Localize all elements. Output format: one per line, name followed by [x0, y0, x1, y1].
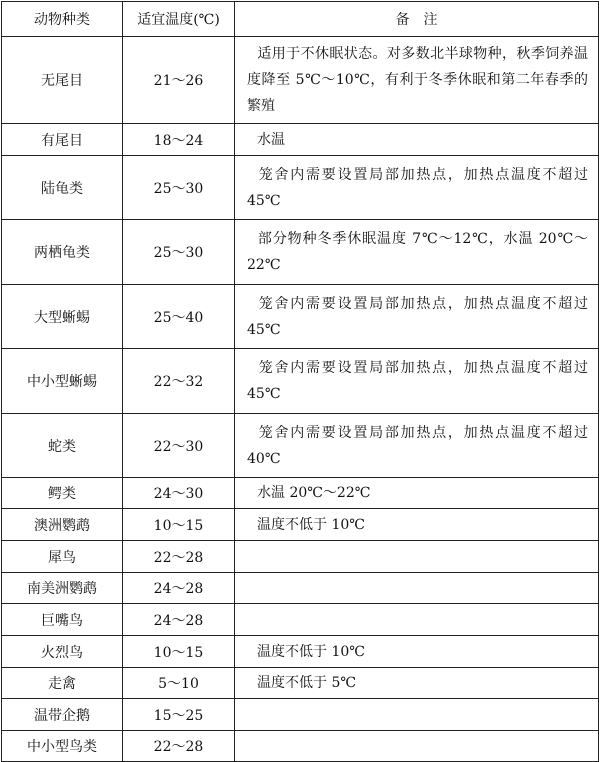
species-cell: 大型蜥蜴 [2, 285, 123, 349]
species-cell: 中小型蜥蜴 [2, 349, 123, 414]
remarks-text: 笼舍内需要设置局部加热点，加热点温度不超过 45℃ [247, 166, 588, 209]
temperature-cell: 24～28 [123, 573, 235, 604]
species-cell: 南美洲鹦鹉 [2, 573, 123, 604]
table-row [2, 478, 599, 509]
species-cell: 澳洲鹦鹉 [2, 509, 123, 541]
remarks-cell [235, 573, 599, 604]
temperature-cell: 5～10 [123, 668, 235, 699]
temperature-cell: 10～15 [123, 636, 235, 668]
temperature-cell: 25～30 [123, 156, 235, 220]
table-row [2, 220, 599, 285]
remarks-text: 温度不低于 5℃ [257, 675, 357, 691]
table-row [2, 37, 599, 124]
table-row [2, 541, 599, 573]
species-cell: 温带企鹅 [2, 699, 123, 731]
temperature-cell: 25～30 [123, 220, 235, 285]
temperature-cell: 22～28 [123, 731, 235, 762]
species-cell: 火烈鸟 [2, 636, 123, 668]
table-row [2, 285, 599, 349]
remarks-cell [235, 124, 599, 156]
remarks-cell [235, 156, 599, 220]
remarks-cell [235, 509, 599, 541]
temperature-cell: 24～30 [123, 478, 235, 509]
temperature-table [1, 1, 599, 762]
remarks-cell [235, 699, 599, 731]
table-row [2, 349, 599, 414]
remarks-text: 笼舍内需要设置局部加热点，加热点温度不超过 45℃ [247, 295, 588, 338]
remarks-text: 水温 20℃～22℃ [257, 485, 371, 501]
header-row [2, 2, 599, 37]
table-row [2, 604, 599, 636]
remarks-cell [235, 285, 599, 349]
table-row [2, 731, 599, 762]
table-row [2, 509, 599, 541]
table-row [2, 636, 599, 668]
temperature-cell: 21～26 [123, 37, 235, 124]
table-row [2, 573, 599, 604]
header-temperature: 适宜温度(℃) [123, 2, 235, 37]
temperature-cell: 24～28 [123, 604, 235, 636]
temperature-cell: 22～30 [123, 414, 235, 478]
temperature-cell: 15～25 [123, 699, 235, 731]
species-cell: 鳄类 [2, 478, 123, 509]
species-cell: 中小型鸟类 [2, 731, 123, 762]
remarks-cell [235, 668, 599, 699]
species-cell: 陆龟类 [2, 156, 123, 220]
remarks-text: 笼舍内需要设置局部加热点，加热点温度不超过 40℃ [247, 424, 588, 467]
species-cell: 巨嘴鸟 [2, 604, 123, 636]
species-cell: 蛇类 [2, 414, 123, 478]
temperature-cell: 22～28 [123, 541, 235, 573]
species-cell: 无尾目 [2, 37, 123, 124]
header-remarks: 备 注 [235, 2, 599, 37]
remarks-cell [235, 604, 599, 636]
remarks-cell [235, 478, 599, 509]
remarks-cell [235, 349, 599, 414]
temperature-cell: 25～40 [123, 285, 235, 349]
remarks-cell [235, 541, 599, 573]
remarks-cell [235, 220, 599, 285]
table-row [2, 156, 599, 220]
remarks-text: 水温 [257, 131, 285, 148]
remarks-cell [235, 414, 599, 478]
remarks-cell [235, 731, 599, 762]
species-cell: 有尾目 [2, 124, 123, 156]
species-cell: 走禽 [2, 668, 123, 699]
species-cell: 两栖龟类 [2, 220, 123, 285]
remarks-text: 部分物种冬季休眠温度 7℃～12℃，水温 20℃～22℃ [247, 231, 588, 273]
temperature-cell: 18～24 [123, 124, 235, 156]
remarks-text: 适用于不休眠状态。对多数北半球物种，秋季饲养温度降至 5℃～10℃，有利于冬季休眠和第二年春季的繁殖 [247, 46, 588, 114]
remarks-text: 温度不低于 10℃ [257, 516, 365, 533]
table-row [2, 668, 599, 699]
table-row [2, 414, 599, 478]
remarks-cell [235, 636, 599, 668]
temperature-cell: 10～15 [123, 509, 235, 541]
species-cell: 犀鸟 [2, 541, 123, 573]
table-row [2, 124, 599, 156]
table-row [2, 699, 599, 731]
remarks-text: 笼舍内需要设置局部加热点，加热点温度不超过 45℃ [247, 360, 588, 402]
temperature-cell: 22～32 [123, 349, 235, 414]
remarks-text: 温度不低于 10℃ [257, 643, 365, 660]
remarks-cell [235, 37, 599, 124]
header-species: 动物种类 [2, 2, 123, 37]
